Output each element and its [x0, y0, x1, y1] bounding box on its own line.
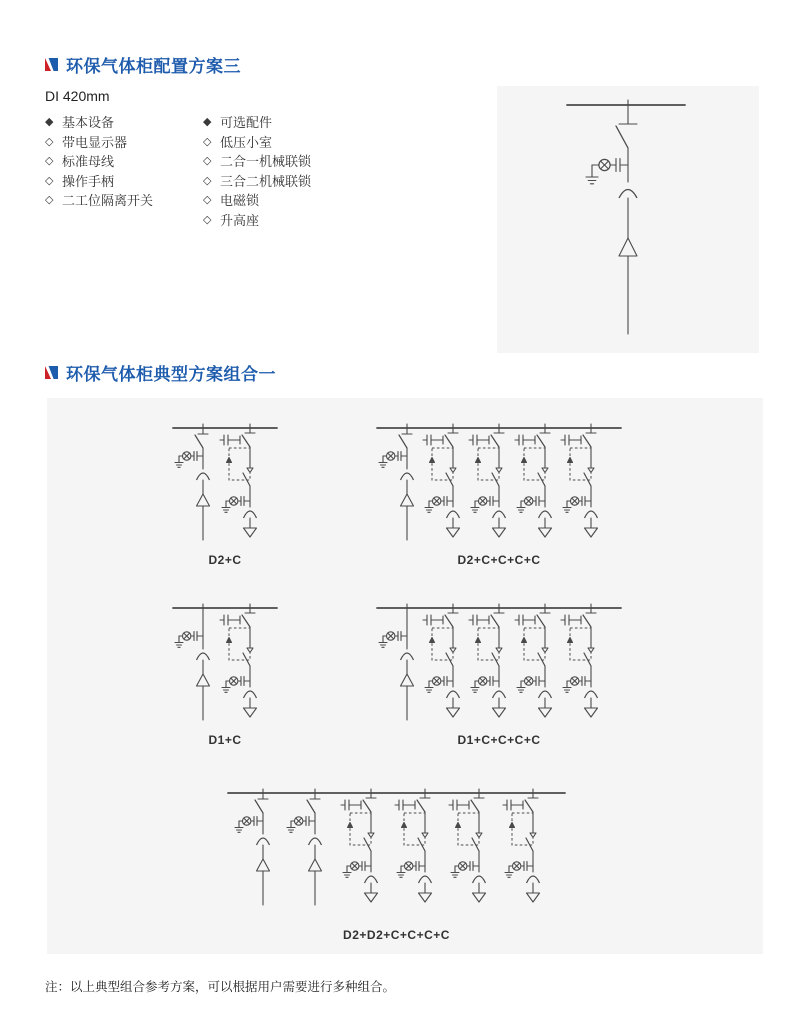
single-line-diagram-group [377, 424, 621, 540]
diamond-bullet-icon: ◆ [203, 116, 212, 129]
section2-title: 环保气体柜典型方案组合一 [66, 365, 276, 384]
equipment-label: 操作手柄 [62, 173, 115, 189]
diagram-label: D1+C [208, 733, 242, 747]
single-line-diagram-group [228, 789, 565, 905]
section-marker-icon [45, 58, 58, 71]
equipment-label: 二合一机械联锁 [220, 154, 312, 170]
diamond-bullet-icon: ◆ [45, 116, 54, 129]
equipment-label: 可选配件 [220, 115, 273, 131]
section1-header [45, 52, 241, 77]
diamond-bullet-icon: ◇ [45, 135, 54, 148]
single-line-diagram-group [377, 604, 621, 720]
diagram-label: D2+D2+C+C+C+C [343, 928, 450, 942]
single-line-diagram-group [173, 604, 277, 720]
diamond-bullet-icon: ◇ [203, 135, 212, 148]
equipment-label: 低压小室 [220, 134, 273, 150]
scheme3-diagram-panel [497, 86, 759, 353]
diagram-label: D1+C+C+C+C [457, 733, 541, 747]
equipment-label: 三合二机械联锁 [220, 173, 312, 189]
equipment-list-item [45, 132, 153, 152]
diamond-bullet-icon: ◇ [203, 194, 212, 207]
section1-title: 环保气体柜配置方案三 [66, 57, 241, 76]
equipment-label: 升高座 [220, 212, 260, 228]
equipment-label: 二工位隔离开关 [62, 193, 154, 209]
equipment-list-item [203, 132, 311, 152]
equipment-list-item [203, 210, 311, 230]
equipment-list-item [203, 151, 311, 171]
single-line-diagram-group [173, 424, 277, 540]
equipment-label: 标准母线 [62, 154, 115, 170]
footnote: 注：以上典型组合参考方案，可以根据用户需要进行多种组合。 [45, 980, 396, 994]
diagram-label: D2+C+C+C+C [457, 553, 541, 567]
diamond-bullet-icon: ◇ [45, 155, 54, 168]
equipment-list-header [203, 112, 311, 132]
equipment-list-item [45, 151, 153, 171]
diamond-bullet-icon: ◇ [203, 213, 212, 226]
equipment-label: 电磁锁 [220, 193, 260, 209]
equipment-label: 带电显示器 [62, 134, 128, 150]
diagram-label: D2+C [208, 553, 242, 567]
diamond-bullet-icon: ◇ [45, 194, 54, 207]
model-subtitle: DI 420mm [45, 88, 110, 104]
basic-equipment-list [45, 112, 153, 210]
diamond-bullet-icon: ◇ [203, 155, 212, 168]
equipment-list-item [203, 171, 311, 191]
optional-accessories-list [203, 112, 311, 229]
diamond-bullet-icon: ◇ [45, 174, 54, 187]
combination-diagrams [47, 398, 763, 954]
equipment-list-item [45, 190, 153, 210]
typical-combinations-panel [47, 398, 763, 954]
equipment-list-item [203, 190, 311, 210]
scheme3-single-line-diagram [497, 86, 759, 353]
section2-header [45, 360, 276, 385]
section-marker-icon [45, 366, 58, 379]
equipment-label: 基本设备 [62, 115, 115, 131]
diamond-bullet-icon: ◇ [203, 174, 212, 187]
equipment-list-item [45, 171, 153, 191]
equipment-list-header [45, 112, 153, 132]
